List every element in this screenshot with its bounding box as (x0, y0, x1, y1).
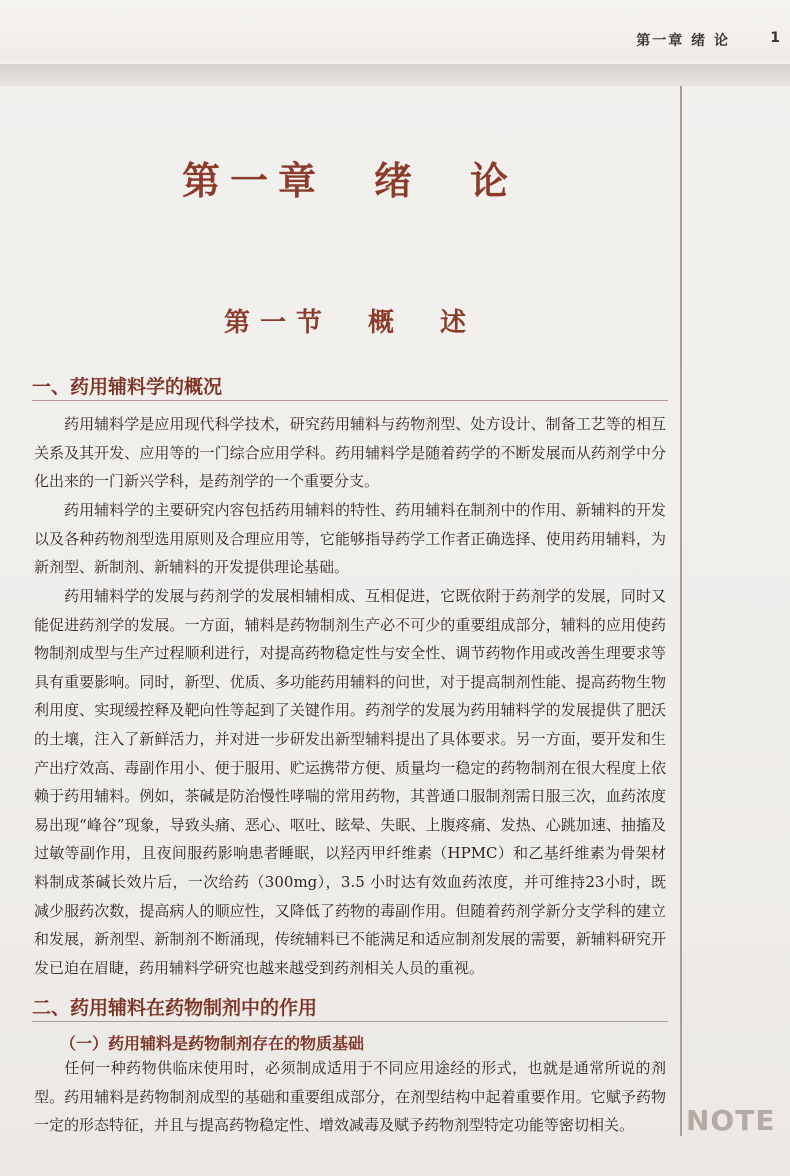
section-title: 第一节 概 述 (223, 308, 476, 338)
paragraph-text: 药用辅料学的发展与药剂学的发展相辅相成、互相促进，它既依附于药剂学的发展，同时又能促进药剂学的发展。一方面，辅料是药物制剂生产必不可少的重要组成部分，辅料的应用使药物制剂成型与生产过程顺利进行，对提高药物稳定性与安全性、调节药物作用或改善生理要求等具有重要影响。同时，新型、优质、多功能药用辅料的问世，对于提高制剂性能、提高药物生物利用度、实现缓控释及靶向性等起到了关键作用。药剂学的发展为药用辅料学的发展提供了肥沃的土壤，注入了新鲜活力，并对进一步研发出新型辅料提出了具体要求。另一方面，要开发和生产出疗效高、毒副作用小、便于服用、贮运携带方便、质量均一稳定的药物制剂在很大程度上依赖于药用辅料。例如，茶碱是防治慢性哮喘的常用药物，其普通口服制剂需日服三次，血药浓度易出现“峰谷”现象，导致头痛、恶心、呕吐、眩晕、失眠、上腹疼痛、发热、心跳加速、抽搐及过敏等副作用，且夜间服药影响患者睡眠，以羟丙甲纤维素（HPMC）和乙基纤维素为骨架材料制成茶碱长效片后，一次给药（300mg），3.5 小时达有效血药浓度，并可维持23小时，既减少服药次数，提高病人的顺应性，又降低了药物的毒副作用。但随着药剂学新分支学科的建立和发展，新剂型、新制剂不断涌现，传统辅料已不能满足和适应制剂发展的需要，新辅料研究开发已迫在眉睫，药用辅料学研究也越来越受到药剂相关人员的重视。 (34, 587, 666, 977)
paragraph-text: 药用辅料学的主要研究内容包括药用辅料的特性、药用辅料在制剂中的作用、新辅料的开发以及各种药物剂型选用原则及合理应用等，它能够指导药学工作者正确选择、使用药用辅料，为新剂型、新制剂、新辅料的开发提供理论基础。 (34, 501, 666, 577)
note-margin-tag: NOTE (686, 1104, 776, 1137)
page-header (0, 0, 790, 62)
chapter-title: 第一章 绪 论 (181, 158, 518, 203)
paragraph-text: 任何一种药物供临床使用时，必须制成适用于不同应用途经的形式，也就是通常所说的剂型。药用辅料是药物制剂成型的基础和重要组成部分，在剂型结构中起着重要作用。它赋予药物一定的形态特征，并且与提高药物稳定性、增效减毒及赋予药物剂型特定功能等密切相关。 (34, 1059, 666, 1135)
paragraph (34, 496, 666, 582)
paragraph (34, 410, 666, 496)
margin-rule (680, 86, 682, 1136)
paragraph-text: 药用辅料学是应用现代科学技术，研究药用辅料与药物剂型、处方设计、制备工艺等的相互关系及其开发、应用等的一门综合应用学科。药用辅料学是随着药学的不断发展而从药剂学中分化出来的一门新兴学科，是药剂学的一个重要分支。 (34, 415, 666, 491)
heading-rule (32, 1021, 668, 1022)
paragraph (34, 1054, 666, 1140)
running-title: 第一章 绪 论 (636, 33, 730, 49)
header-rule (0, 64, 790, 86)
subsection-heading: （一）药用辅料是药物制剂存在的物质基础 (60, 1034, 365, 1053)
section-heading-2: 二、药用辅料在药物制剂中的作用 (32, 997, 318, 1019)
section-heading-1: 一、药用辅料学的概况 (32, 376, 223, 398)
page-number: 1 (770, 30, 780, 46)
heading-rule (32, 400, 668, 401)
paragraph (34, 582, 666, 982)
